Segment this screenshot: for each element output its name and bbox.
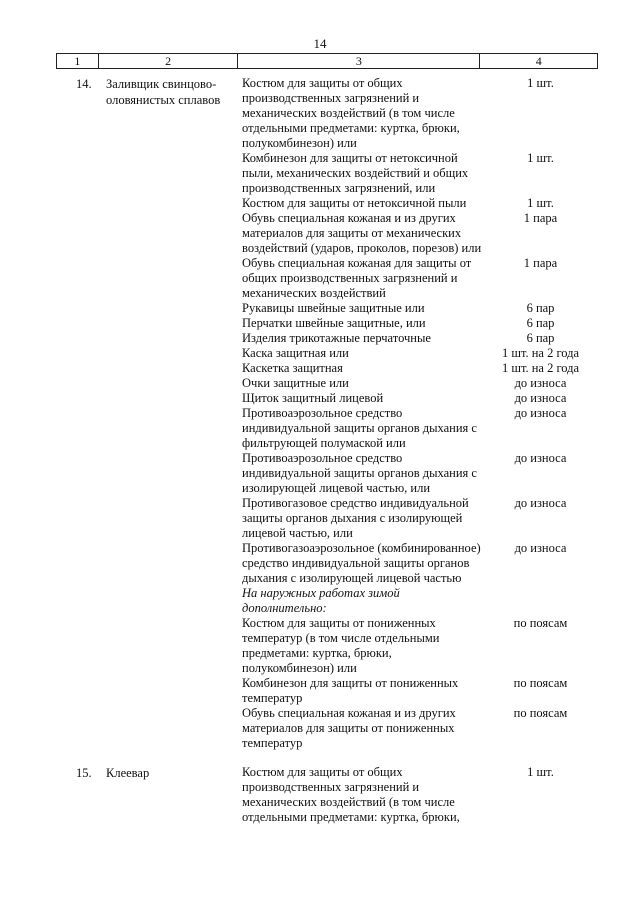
list-item [238, 76, 598, 151]
list-item [238, 376, 598, 391]
list-item [238, 196, 598, 211]
list-item [238, 496, 598, 541]
ppe-item-name: Перчатки швейные защитные, или [242, 316, 426, 330]
ppe-item-norm: 6 пар [526, 316, 555, 330]
header-col-2: 2 [99, 54, 238, 68]
ppe-item-norm: 6 пар [526, 331, 555, 345]
list-item [238, 256, 598, 301]
ppe-item-name: Рукавицы швейные защитные или [242, 301, 425, 315]
ppe-item-name: Комбинезон для защиты от нетоксичной пыли, механических воздействий и общих производственных загрязнений, или [242, 151, 469, 195]
list-item [238, 406, 598, 451]
ppe-item-name: Очки защитные или [242, 376, 349, 390]
list-item [238, 616, 598, 676]
ppe-item-norm: 1 шт. [527, 76, 554, 90]
ppe-item-name: Обувь специальная кожаная и из других материалов для защиты от механических воздействий (ударов, проколов, порезов) или [242, 211, 482, 255]
list-item [238, 346, 598, 361]
ppe-item-name: На наружных работах зимой дополнительно: [242, 586, 400, 615]
profession-name: Заливщик свинцово-оловянистых сплавов [106, 77, 221, 107]
ppe-item-name: Обувь специальная кожаная и из других материалов для защиты от пониженных температур [242, 706, 456, 750]
ppe-item-name: Костюм для защиты от пониженных температур (в том числе отдельными предметами: куртка, брюки, полукомбинезон) или [242, 616, 440, 675]
ppe-item-norm: по поясам [513, 676, 568, 690]
ppe-item-norm: 1 шт. на 2 года [501, 346, 580, 360]
ppe-item-norm: до износа [514, 406, 567, 420]
ppe-item-name: Каскетка защитная [242, 361, 343, 375]
list-item [238, 765, 598, 825]
ppe-item-norm: 1 шт. [527, 765, 554, 779]
ppe-item-norm: 1 шт. [527, 151, 554, 165]
ppe-item-norm: 6 пар [526, 301, 555, 315]
list-item [238, 451, 598, 496]
page-number: 14 [313, 36, 327, 51]
list-item [238, 706, 598, 751]
ppe-item-name: Обувь специальная кожаная для защиты от общих производственных загрязнений и механических воздействий [242, 256, 472, 300]
ppe-item-norm: 1 пара [523, 211, 558, 225]
ppe-item-name: Противогазовое средство индивидуальной защиты органов дыхания с изолирующей лицевой частью, или [242, 496, 469, 540]
ppe-item-norm: по поясам [513, 706, 568, 720]
list-item [238, 316, 598, 331]
header-col-1: 1 [57, 54, 99, 68]
list-item [238, 676, 598, 706]
ppe-item-norm [483, 586, 598, 616]
ppe-item-norm: 1 пара [523, 256, 558, 270]
ppe-list [238, 76, 598, 751]
ppe-item-name: Противогазоаэрозольное (комбинированное) средство индивидуальной защиты органов дыхания с изолирующей лицевой частью [242, 541, 481, 585]
list-item [238, 301, 598, 316]
table-row [56, 765, 598, 825]
list-item [238, 361, 598, 376]
list-item [238, 586, 598, 616]
ppe-list [238, 765, 598, 825]
ppe-item-name: Костюм для защиты от общих производственных загрязнений и механических воздействий (в том числе отдельными предметами: куртка, брюки, полукомбинезон) или [242, 76, 460, 150]
list-item [238, 211, 598, 256]
ppe-item-name: Костюм для защиты от общих производственных загрязнений и механических воздействий (в том числе отдельными предметами: куртка, брюки, [242, 765, 460, 824]
profession-name: Клеевар [106, 766, 150, 780]
ppe-item-name: Изделия трикотажные перчаточные [242, 331, 431, 345]
list-item [238, 151, 598, 196]
entry-number: 14. [76, 77, 92, 91]
ppe-item-name: Костюм для защиты от нетоксичной пыли [242, 196, 467, 210]
list-item [238, 391, 598, 406]
header-col-3: 3 [238, 54, 480, 68]
table-body [56, 76, 598, 825]
ppe-item-name: Щиток защитный лицевой [242, 391, 384, 405]
ppe-item-name: Каска защитная или [242, 346, 349, 360]
header-col-4: 4 [535, 54, 542, 68]
ppe-item-norm: до износа [514, 451, 567, 465]
ppe-item-norm: до износа [514, 496, 567, 510]
ppe-item-norm: 1 шт. на 2 года [501, 361, 580, 375]
ppe-item-norm: 1 шт. [527, 196, 554, 210]
ppe-item-name: Противоаэрозольное средство индивидуальной защиты органов дыхания с фильтрующей полумаской или [242, 406, 477, 450]
table-header [56, 53, 598, 69]
ppe-item-norm: до износа [514, 541, 567, 555]
table-row [56, 76, 598, 751]
list-item [238, 541, 598, 586]
entry-number: 15. [76, 766, 92, 780]
ppe-item-name: Противоаэрозольное средство индивидуальной защиты органов дыхания с изолирующей лицевой частью, или [242, 451, 477, 495]
ppe-item-norm: до износа [514, 376, 567, 390]
ppe-item-norm: по поясам [513, 616, 568, 630]
ppe-item-name: Комбинезон для защиты от пониженных температур [242, 676, 459, 705]
ppe-item-norm: до износа [514, 391, 567, 405]
list-item [238, 331, 598, 346]
